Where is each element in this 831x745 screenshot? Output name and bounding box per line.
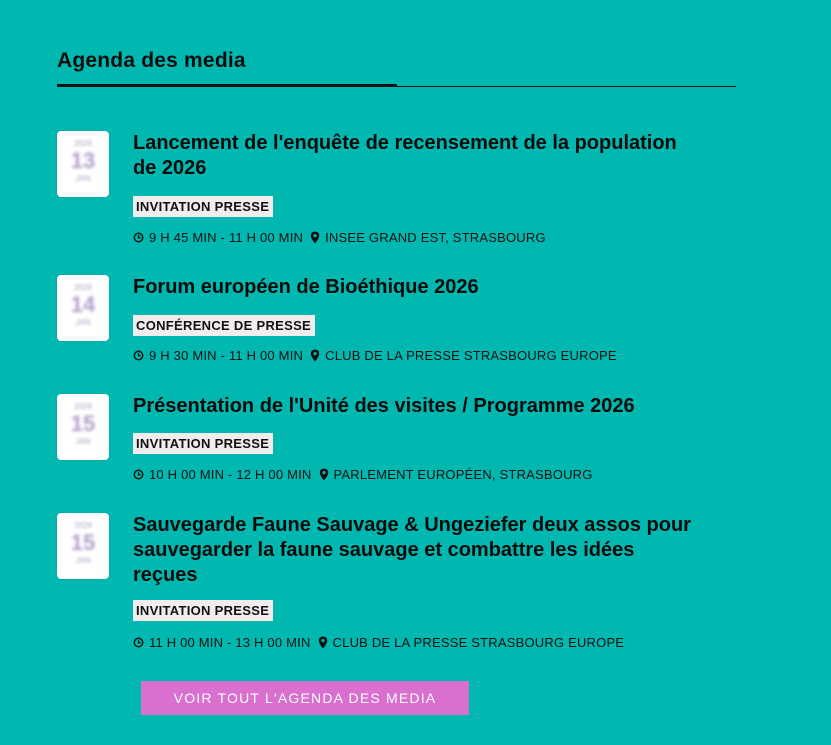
event-title-link[interactable]: Lancement de l'enquête de recensement de la population de 2026 — [133, 132, 677, 179]
event-type-badge: INVITATION PRESSE — [133, 433, 273, 454]
event-time: 9 H 45 MIN - 11 H 00 MIN — [149, 230, 304, 245]
location-pin-icon — [310, 349, 320, 362]
event-date-card — [57, 513, 109, 579]
clock-icon — [133, 232, 144, 243]
event-location: INSEE GRAND EST, STRASBOURG — [325, 230, 546, 245]
clock-icon — [133, 637, 144, 648]
section-divider — [397, 86, 736, 87]
event-date-card — [57, 131, 109, 197]
event-meta — [133, 230, 546, 245]
event-date-day: 13 — [70, 148, 96, 173]
clock-icon — [133, 350, 144, 361]
event-date-card — [57, 275, 109, 341]
section-title: Agenda des media — [57, 49, 246, 72]
event-time: 11 H 00 MIN - 13 H 00 MIN — [149, 635, 311, 650]
event-date-year: 2026 — [74, 402, 92, 411]
location-pin-icon — [310, 231, 320, 244]
event-location: CLUB DE LA PRESSE STRASBOURG EUROPE — [332, 635, 625, 650]
event-date-year: 2026 — [74, 521, 92, 530]
event-date-day: 15 — [70, 411, 96, 436]
agenda-event[interactable] — [57, 513, 707, 658]
event-date-year: 2026 — [74, 283, 92, 292]
event-location: PARLEMENT EUROPÉEN, STRASBOURG — [333, 467, 593, 482]
agenda-event[interactable] — [57, 275, 707, 370]
event-type-badge: INVITATION PRESSE — [133, 196, 273, 217]
event-time: 9 H 30 MIN - 11 H 00 MIN — [149, 348, 304, 363]
section-title-underline — [57, 84, 397, 87]
event-date-day: 14 — [70, 292, 96, 317]
agenda-event[interactable] — [57, 131, 707, 251]
event-date-year: 2026 — [74, 139, 92, 148]
clock-icon — [133, 469, 144, 480]
event-date-month: JAN — [75, 437, 91, 446]
event-meta — [133, 467, 593, 482]
event-date-month: JAN — [75, 318, 91, 327]
event-date-month: JAN — [75, 174, 91, 183]
event-type-badge: CONFÉRENCE DE PRESSE — [133, 315, 315, 336]
event-date-month: JAN — [75, 556, 91, 565]
event-type-badge: INVITATION PRESSE — [133, 600, 273, 621]
event-title-link[interactable]: Forum européen de Bioéthique 2026 — [133, 276, 479, 298]
event-date-day: 15 — [70, 530, 96, 555]
event-meta — [133, 348, 617, 363]
event-date-card — [57, 394, 109, 460]
event-title-link[interactable]: Présentation de l'Unité des visites / Programme 2026 — [133, 395, 635, 417]
event-meta — [133, 635, 624, 650]
agenda-event[interactable] — [57, 394, 707, 489]
location-pin-icon — [318, 636, 328, 649]
event-time: 10 H 00 MIN - 12 H 00 MIN — [149, 467, 312, 482]
event-location: CLUB DE LA PRESSE STRASBOURG EUROPE — [325, 348, 617, 363]
event-title-link[interactable]: Sauvegarde Faune Sauvage & Ungeziefer deux assos pour sauvegarder la faune sauvage et combattre les idées reçues — [133, 514, 691, 586]
location-pin-icon — [319, 468, 329, 481]
view-all-agenda-button[interactable]: VOIR TOUT L'AGENDA DES MEDIA — [141, 681, 469, 715]
